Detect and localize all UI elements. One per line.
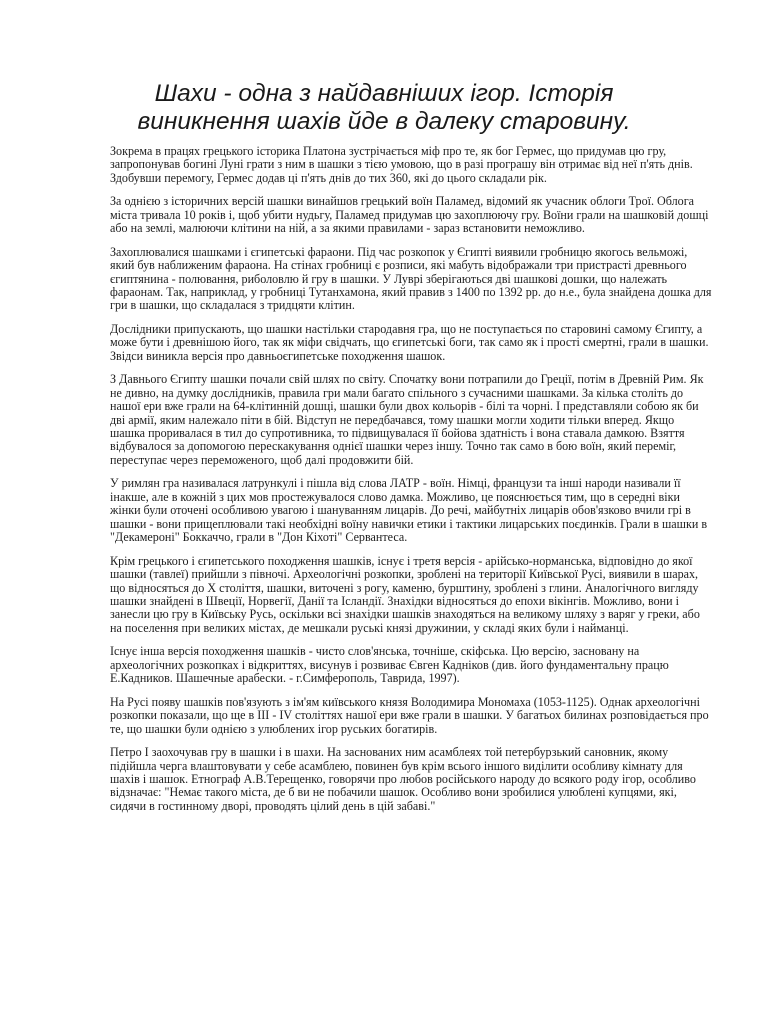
document-body [110, 145, 712, 813]
paragraph-3: Захоплювалися шашками і єгипетські фараони. Під час розкопок у Єгипті виявили гробницю якогось вельможі, який був наближеним фараона. На стінах гробниці є розписи, які мабуть відображали три пристрасті древнього єгиптянина - полювання, риболовлю й гру в шашки. У Луврі зберігаються дві шашкові дошки, що належать фараонам. Так, наприклад, у гробниці Тутанхамона, який правив з 1400 по 1392 рр. до н.е., була знайдена дошка для гри в шашки, що складалася з тридцяти клітин. [110, 244, 712, 313]
paragraph-7: Крім грецького і єгипетського походження шашків, існує і третя версія - арійсько-норманська, відповідно до якої шашки (тавлеї) прийшли з півночі. Археологічні розкопки, зроблені на території Київської Русі, виявили в шарах, що відносяться до X століття, шашки, виточені з рогу, каменю, бурштину, зроблені з глини. Аналогічного вигляду шашки знайдені в Швеції, Норвегії, Данії та Ісландії. Знахідки відносяться до епохи вікінгів. Можливо, вони і занесли цю гру в Київську Русь, оскільки всі знахідки шашків знаходяться на великому шляху з варяг у греки, або на поселення при великих містах, де мешкали руські князі дружинии, у складі яких були і найманці. [110, 553, 700, 635]
paragraph-9: На Русі появу шашків пов'язують з ім'ям київського князя Володимира Мономаха (1053-1125). Однак археологічні розкопки показали, що ще в III - IV століттях нашої ери вже грали в шашки. У багатьох билинах розповідається про те, що шашки були однією з улюблених ігор руських богатирів. [110, 694, 709, 736]
paragraph-6: У римлян гра називалася латрункулі і пішла від слова ЛАТР - воїн. Німці, французи та інші народи називали її інакше, але в кожній з цих мов простежувалося слово дамка. Можливо, це пояснюється тим, що в середні віки жінки були оточені особливою увагою і шануванням лицарів. До речі, майбутніх лицарів обов'язково вчили грі в шашки - вони прищеплювали такі необхідні воїну навички етики і тактики лицарських поєдинків. Грали в шашки в "Декамероні" Боккаччо, грали в "Дон Кіхоті" Сервантеса. [110, 476, 708, 545]
paragraph-1: Зокрема в працях грецького історика Платона зустрічається міф про те, як бог Гермес, що придумав цю гру, запропонував богині Луні грати з ним в шашки з тією умовою, що в разі програшу він отримає від неї п'ять днів. Здобувши перемогу, Гермес додав ці п'ять днів до тих 360, які до цього складали рік. [110, 144, 693, 185]
paragraph-2: За однією з історичних версій шашки винайшов грецький воїн Паламед, відомий як учасник облоги Трої. Облога міста тривала 10 років і, щоб убити нудьгу, Паламед придумав цю захоплюючу гру. Воїни грали на шашковій дошці або на землі, малюючи клітини на ній, а за якими правилами - зараз встановити неможливо. [110, 194, 709, 236]
paragraph-10: Петро І заохочував гру в шашки і в шахи. На заснованих ним асамблеях той петербурзький сановник, якому підійшла черга влаштовувати у себе асамблею, повинен був крім всього іншого виділити особливу кімнату для шахів і шашок. Етнограф А.В.Терещенко, говорячи про любов російського народу до всякого роду ігор, особливо відзначає: "Немає такого міста, де б ви не побачили шашок. Особливо вони зробилися улюблені купцями, які, сидячи в гостинному дворі, проводять цілий день в цій забаві." [110, 745, 696, 813]
paragraph-8: Існує інша версія походження шашків - чисто слов'янська, точніше, скіфська. Цю версію, засновану на археологічних розкопках і відкриттях, висунув і розвиває Євген Кадніков (див. його фундаментальну працю Е.Кадников. Шашечные арабески. - г.Симферополь, Таврида, 1997). [110, 644, 669, 686]
document-title: Шахи - одна з найдавніших ігор. Історія виникнення шахів йде в далеку старовину. [137, 80, 631, 135]
paragraph-4: Дослідники припускають, що шашки настільки стародавня гра, що не поступається по старовині самому Єгипту, а може бути і древнішою його, так як міфи свідчать, що єгипетські боги, так само як і прості смертні, грали в шашки. Звідси виникла версія про давньоєгипетське походження шашок. [110, 322, 709, 363]
paragraph-5: З Давнього Єгипту шашки почали свій шлях по світу. Спочатку вони потрапили до Греції, потім в Древній Рим. Як не дивно, на думку дослідників, правила гри мали багато спільного з сучасними шашками. За кілька століть до нашої ери вже грали на 64-клітинній дошці, шашки були двох кольорів - білі та чорні. І представляли собою як би дві армії, яким належало піти в бій. Відступ не передбачався, тому шашки могли ходити тільки вперед. Якщо шашка проривалася в тил до супротивника, то підвищувалася її бойова здатність і вона ставала дамкою. Взяття відбувалося за допомогою перескакування однієї шашки через іншу. Точно так само в бою воїн, який переміг, переступає через переможеного, щоб далі продовжити бій. [110, 372, 704, 467]
